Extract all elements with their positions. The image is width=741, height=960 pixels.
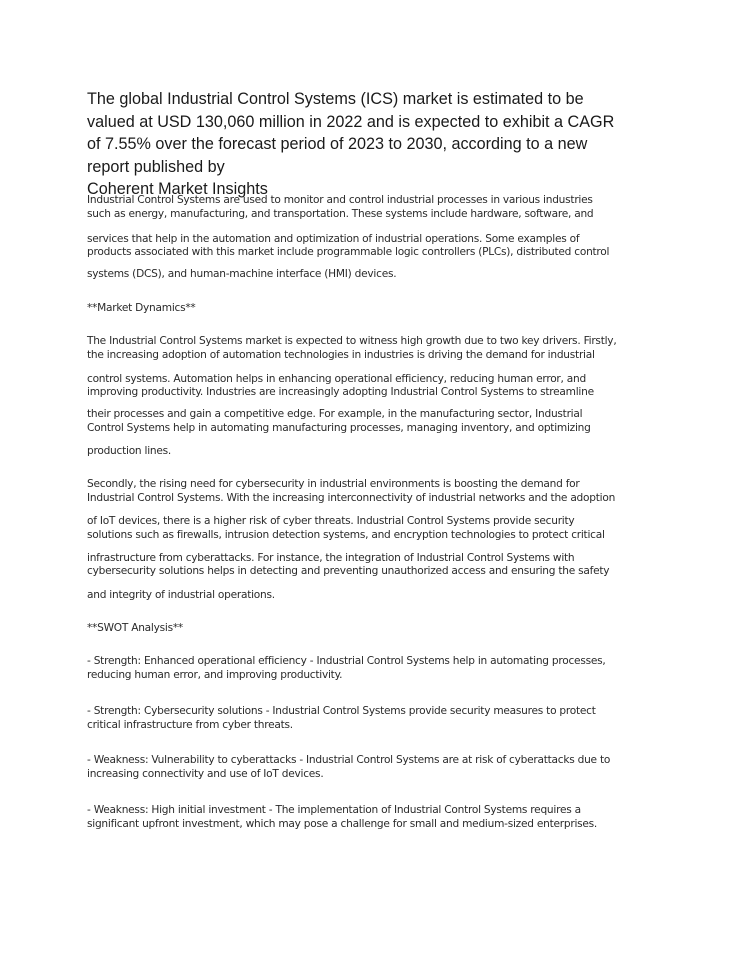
paragraph-line: and integrity of industrial operations. — [87, 589, 275, 601]
swot-item-line: increasing connectivity and use of IoT devices. — [87, 768, 324, 780]
intro-line: products associated with this market include programmable logic controllers (PLCs), distributed control — [87, 246, 610, 258]
paragraph-line: The Industrial Control Systems market is expected to witness high growth due to two key drivers. Firstly, — [87, 335, 617, 347]
paragraph-line: solutions such as firewalls, intrusion detection systems, and encryption technologies to protect critical — [87, 529, 605, 541]
paragraph-line: their processes and gain a competitive edge. For example, in the manufacturing sector, Industrial — [87, 408, 583, 420]
intro-line: systems (DCS), and human-machine interface (HMI) devices. — [87, 268, 397, 280]
paragraph-line: Secondly, the rising need for cybersecurity in industrial environments is boosting the demand for — [87, 478, 580, 490]
paragraph-line: infrastructure from cyberattacks. For instance, the integration of Industrial Control Systems with — [87, 552, 575, 564]
headline-line: report published by — [87, 157, 225, 176]
swot-item-line: significant upfront investment, which may pose a challenge for small and medium-sized enterprises. — [87, 818, 598, 830]
paragraph-line: cybersecurity solutions helps in detecting and preventing unauthorized access and ensuring the safety — [87, 565, 610, 577]
headline-line: The global Industrial Control Systems (ICS) market is estimated to be — [87, 90, 584, 108]
swot-item-line: - Strength: Enhanced operational efficiency - Industrial Control Systems help in automating processes, — [87, 655, 606, 667]
headline — [87, 88, 647, 201]
paragraph-line: production lines. — [87, 445, 172, 457]
headline-source: Coherent Market Insights — [87, 180, 268, 198]
paragraph-line: Industrial Control Systems. With the increasing interconnectivity of industrial networks and the adoption — [87, 492, 616, 504]
intro-line: Industrial Control Systems are used to monitor and control industrial processes in various industries — [87, 194, 593, 206]
paragraph-line: control systems. Automation helps in enhancing operational efficiency, reducing human error, and — [87, 373, 586, 385]
swot-item-line: - Weakness: Vulnerability to cyberattacks - Industrial Control Systems are at risk of cyberattacks due to — [87, 754, 611, 766]
swot-item-line: critical infrastructure from cyber threats. — [87, 719, 293, 731]
swot-item-line: - Weakness: High initial investment - The implementation of Industrial Control Systems requires a — [87, 804, 581, 816]
paragraph-line: the increasing adoption of automation technologies in industries is driving the demand for industrial — [87, 349, 595, 361]
section-heading-market-dynamics: **Market Dynamics** — [87, 302, 196, 314]
swot-item-line: reducing human error, and improving productivity. — [87, 669, 343, 681]
paragraph-line: improving productivity. Industries are increasingly adopting Industrial Control Systems to streamline — [87, 386, 594, 398]
headline-line: valued at USD 130,060 million in 2022 and is expected to exhibit a CAGR — [87, 112, 615, 131]
headline-line: of 7.55% over the forecast period of 2023 to 2030, according to a new — [87, 135, 588, 153]
intro-line: such as energy, manufacturing, and transportation. These systems include hardware, software, and — [87, 208, 594, 220]
section-heading-swot: **SWOT Analysis** — [87, 622, 183, 634]
paragraph-line: Control Systems help in automating manufacturing processes, managing inventory, and optimizing — [87, 422, 591, 434]
paragraph-line: of IoT devices, there is a higher risk of cyber threats. Industrial Control Systems provide security — [87, 515, 575, 527]
intro-line: services that help in the automation and optimization of industrial operations. Some examples of — [87, 233, 580, 245]
swot-item-line: - Strength: Cybersecurity solutions - Industrial Control Systems provide security measures to protect — [87, 705, 596, 717]
